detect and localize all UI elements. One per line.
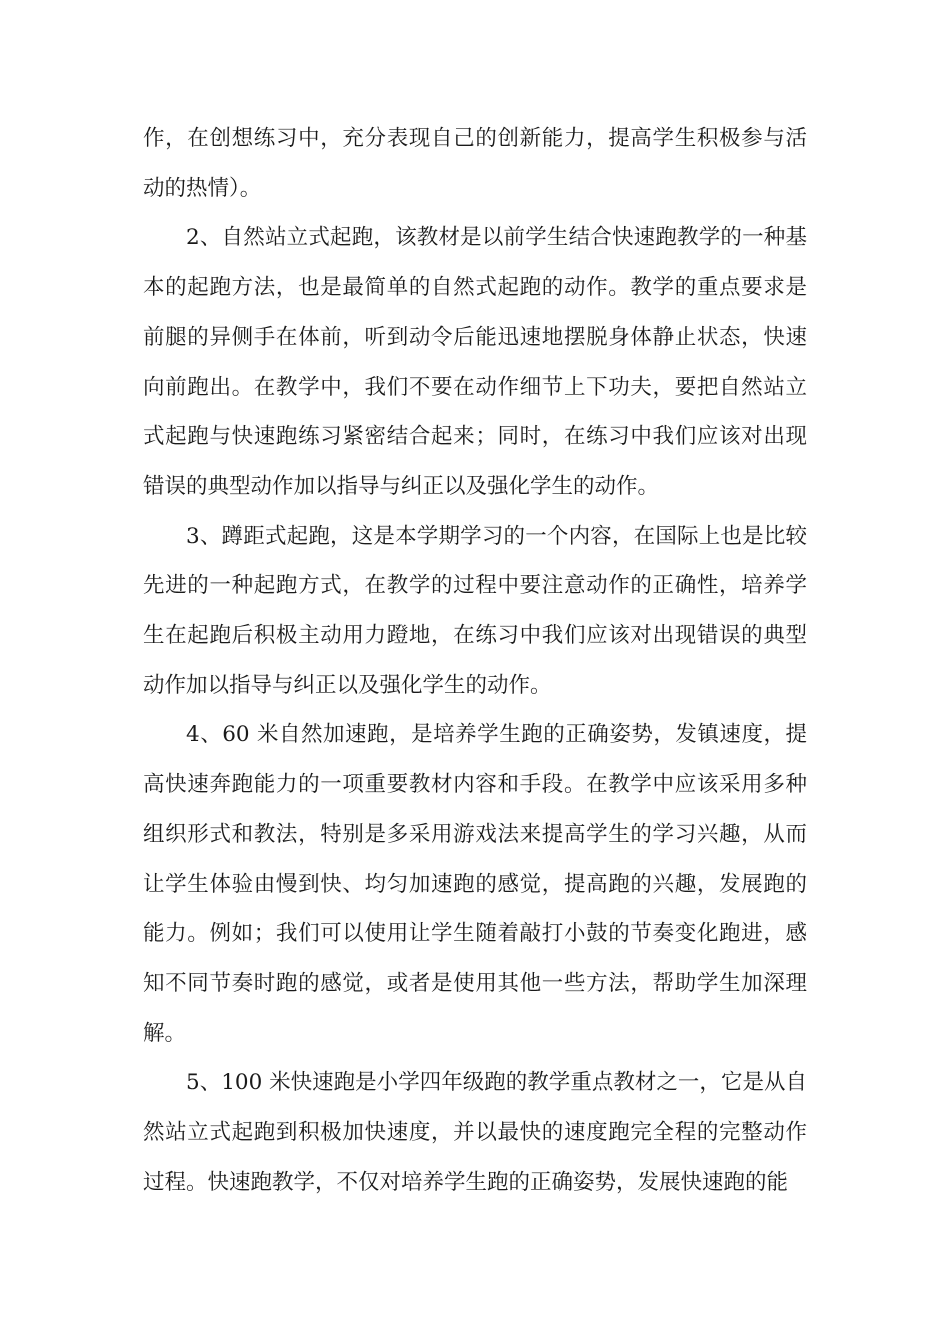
document-body	[143, 114, 807, 1207]
paragraph-60m-acceleration: 4、60 米自然加速跑，是培养学生跑的正确姿势，发镇速度，提高快速奔跑能力的一项重要教材内容和手段。在教学中应该采用多种组织形式和教法，特别是多采用游戏法来提高学生的学习兴趣，从而让学生体验由慢到快、均匀加速跑的感觉，提高跑的兴趣，发展跑的能力。例如；我们可以使用让学生随着敲打小鼓的节奏变化跑进，感知不同节奏时跑的感觉，或者是使用其他一些方法，帮助学生加深理解。	[143, 722, 807, 1046]
paragraph-crouch-start: 3、蹲距式起跑，这是本学期学习的一个内容，在国际上也是比较先进的一种起跑方式，在教学的过程中要注意动作的正确性，培养学生在起跑后积极主动用力蹬地，在练习中我们应该对出现错误的典型动作加以指导与纠正以及强化学生的动作。	[143, 523, 807, 698]
paragraph-100m-sprint: 5、100 米快速跑是小学四年级跑的教学重点教材之一，它是从自然站立式起跑到积极加快速度，并以最快的速度跑完全程的完整动作过程。快速跑教学，不仅对培养学生跑的正确姿势，发展快速跑的能	[143, 1070, 807, 1195]
paragraph-standing-start: 2、自然站立式起跑，该教材是以前学生结合快速跑教学的一种基本的起跑方法，也是最简单的自然式起跑的动作。教学的重点要求是前腿的异侧手在体前，听到动令后能迅速地摆脱身体静止状态，快速向前跑出。在教学中，我们不要在动作细节上下功夫，要把自然站立式起跑与快速跑练习紧密结合起来；同时，在练习中我们应该对出现错误的典型动作加以指导与纠正以及强化学生的动作。	[143, 225, 807, 499]
paragraph-continuation: 作，在创想练习中，充分表现自己的创新能力，提高学生积极参与活动的热情）。	[143, 126, 807, 201]
